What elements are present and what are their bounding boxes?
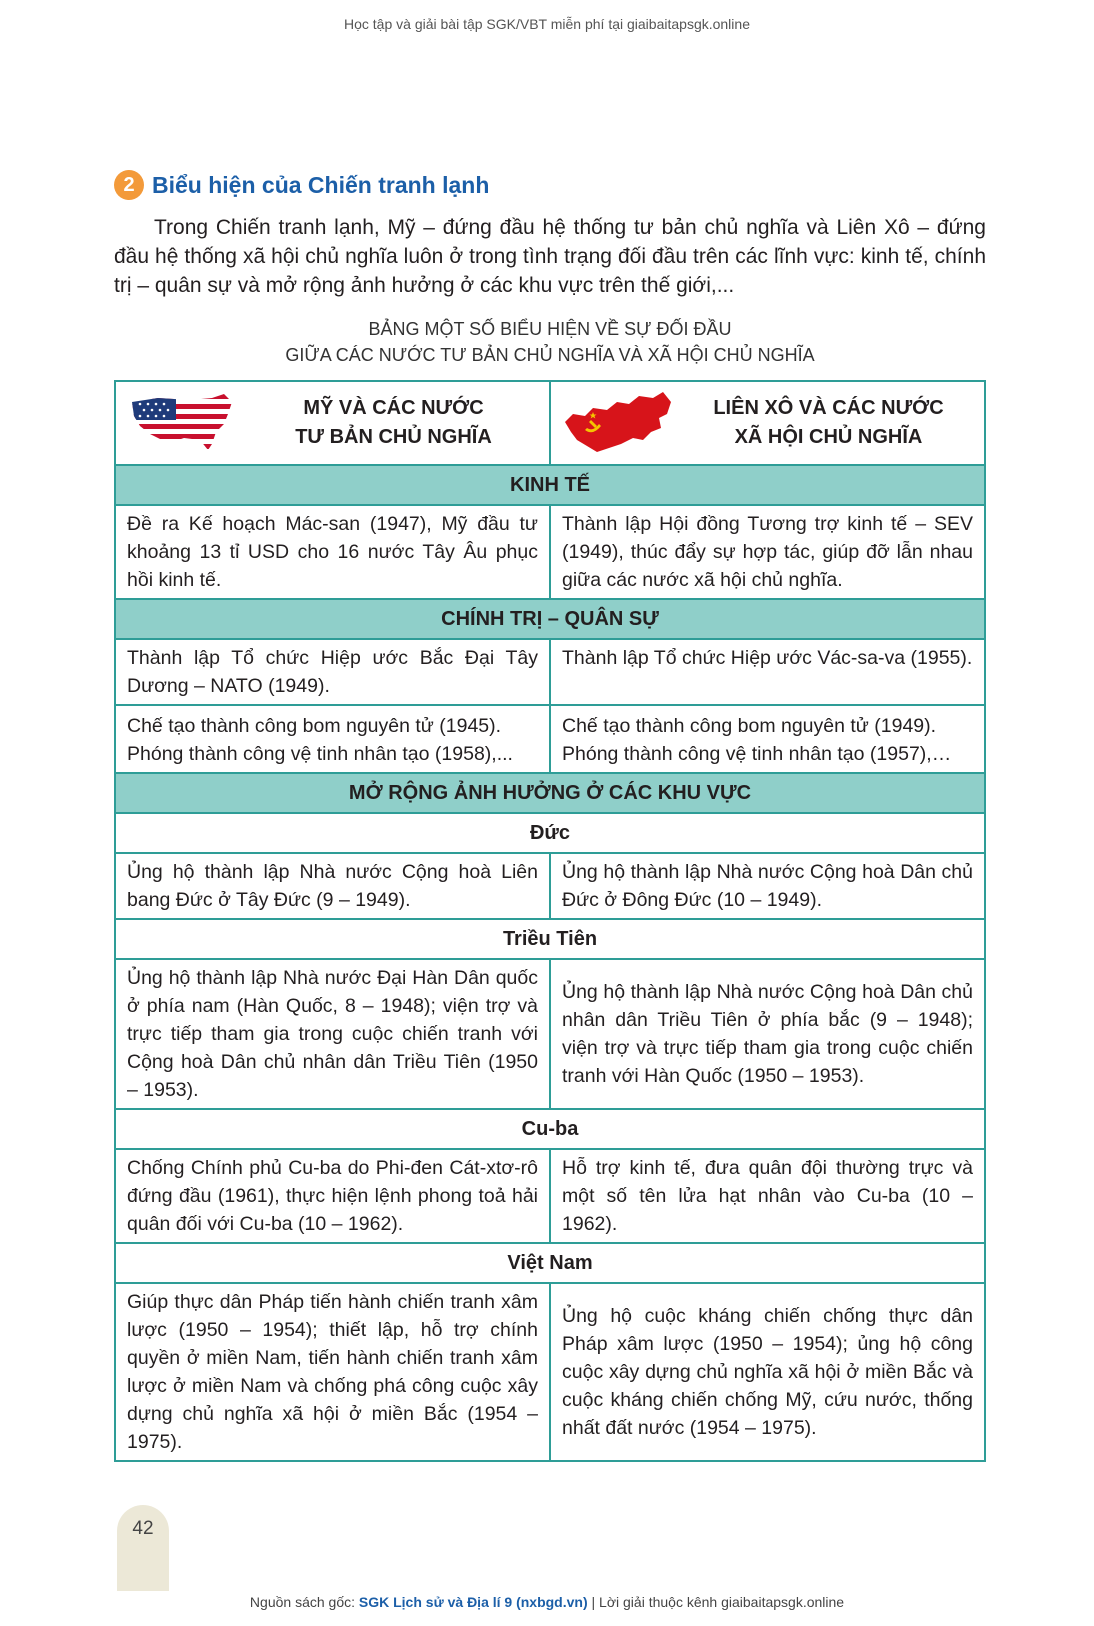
cuba-right: Hỗ trợ kinh tế, đưa quân đội thường trực và một số tên lửa hạt nhân vào Cu-ba (10 – 1962). xyxy=(550,1149,985,1243)
band-influence-label: MỞ RỘNG ẢNH HƯỞNG Ở CÁC KHU VỰC xyxy=(115,773,985,813)
section-number-badge: 2 xyxy=(114,170,144,200)
subhead-cuba xyxy=(115,1109,985,1149)
comparison-table xyxy=(114,380,986,1462)
section-title: Biểu hiện của Chiến tranh lạnh xyxy=(152,171,490,198)
table-row xyxy=(115,959,985,1109)
usa-flag-map-icon xyxy=(128,388,238,458)
footer-book-link[interactable]: SGK Lịch sử và Địa lí 9 (nxbgd.vn) xyxy=(358,1594,588,1610)
politics-row1-left: Thành lập Tổ chức Hiệp ước Bắc Đại Tây Dương – NATO (1949). xyxy=(115,639,550,705)
section-heading xyxy=(114,170,489,200)
subhead-vietnam-label: Việt Nam xyxy=(115,1243,985,1283)
header-ussr xyxy=(550,381,985,465)
subhead-vietnam xyxy=(115,1243,985,1283)
vietnam-right: Ủng hộ cuộc kháng chiến chống thực dân Pháp xâm lược (1950 – 1954); ủng hộ công cuộc xây dựng chủ nghĩa xã hội ở miền Bắc và cuộc kháng chiến chống Mỹ, cứu nước, thống nhất đất nước (1954 – 1975). xyxy=(550,1283,985,1461)
header-ussr-line2: XÃ HỘI CHỦ NGHĨA xyxy=(734,426,923,448)
band-economy-label: KINH TẾ xyxy=(115,465,985,505)
table-row xyxy=(115,1149,985,1243)
header-note: Học tập và giải bài tập SGK/VBT miễn phí tại giaibaitapsgk.online xyxy=(344,16,750,32)
subhead-cuba-label: Cu-ba xyxy=(115,1109,985,1149)
politics-row2-right-line2: Phóng thành công vệ tinh nhân tạo (1957),… xyxy=(562,743,952,765)
subhead-germany xyxy=(115,813,985,853)
header-usa xyxy=(115,381,550,465)
politics-row1-right: Thành lập Tổ chức Hiệp ước Vác-sa-va (1955). xyxy=(550,639,985,705)
ussr-flag-map-icon xyxy=(563,388,673,458)
header-usa-label xyxy=(238,394,549,452)
table-row xyxy=(115,705,985,773)
header-ussr-line1: LIÊN XÔ VÀ CÁC NƯỚC xyxy=(713,397,944,419)
table-row xyxy=(115,1283,985,1461)
table-row xyxy=(115,853,985,919)
germany-right: Ủng hộ thành lập Nhà nước Cộng hoà Dân chủ Đức ở Đông Đức (10 – 1949). xyxy=(550,853,985,919)
politics-row2-left-line2: Phóng thành công vệ tinh nhân tạo (1958),... xyxy=(127,743,513,765)
band-politics xyxy=(115,599,985,639)
footer-note xyxy=(0,1594,1094,1610)
intro-text: Trong Chiến tranh lạnh, Mỹ – đứng đầu hệ thống tư bản chủ nghĩa và Liên Xô – đứng đầu hệ thống xã hội chủ nghĩa luôn ở trong tình trạng đối đầu trên các lĩnh vực: kinh tế, chính trị – quân sự và mở rộng ảnh hưởng ở các khu vực trên thế giới,... xyxy=(114,216,986,297)
politics-row2-left-line1: Chế tạo thành công bom nguyên tử (1945). xyxy=(127,715,502,737)
band-influence xyxy=(115,773,985,813)
vietnam-left: Giúp thực dân Pháp tiến hành chiến tranh xâm lược (1950 – 1954); thiết lập, hỗ trợ chính quyền ở miền Nam, tiến hành chiến tranh xâm lược ở miền Nam và chống phá công cuộc xây dựng chủ nghĩa xã hội ở miền Bắc (1954 – 1975). xyxy=(115,1283,550,1461)
germany-left: Ủng hộ thành lập Nhà nước Cộng hoà Liên bang Đức ở Tây Đức (9 – 1949). xyxy=(115,853,550,919)
band-economy xyxy=(115,465,985,505)
korea-right: Ủng hộ thành lập Nhà nước Cộng hoà Dân chủ nhân dân Triều Tiên ở phía bắc (9 – 1948); viện trợ và trực tiếp tham gia trong cuộc chiến tranh với Hàn Quốc (1950 – 1953). xyxy=(550,959,985,1109)
header-usa-line2: TƯ BẢN CHỦ NGHĨA xyxy=(295,426,492,448)
cuba-left: Chống Chính phủ Cu-ba do Phi-đen Cát-xtơ-rô đứng đầu (1961), thực hiện lệnh phong toả hải quân đối với Cu-ba (10 – 1962). xyxy=(115,1149,550,1243)
header-usa-line1: MỸ VÀ CÁC NƯỚC xyxy=(303,397,484,419)
economy-right: Thành lập Hội đồng Tương trợ kinh tế – SEV (1949), thúc đẩy sự hợp tác, giúp đỡ lẫn nhau giữa các nước xã hội chủ nghĩa. xyxy=(550,505,985,599)
table-caption xyxy=(114,316,986,368)
subhead-korea xyxy=(115,919,985,959)
politics-row2-right xyxy=(550,705,985,773)
economy-left: Đề ra Kế hoạch Mác-san (1947), Mỹ đầu tư khoảng 13 tỉ USD cho 16 nước Tây Âu phục hồi kinh tế. xyxy=(115,505,550,599)
intro-paragraph xyxy=(114,213,986,300)
footer-prefix: Nguồn sách gốc: xyxy=(249,1594,359,1610)
table-row xyxy=(115,505,985,599)
politics-row2-right-line1: Chế tạo thành công bom nguyên tử (1949). xyxy=(562,715,937,737)
korea-left: Ủng hộ thành lập Nhà nước Đại Hàn Dân quốc ở phía nam (Hàn Quốc, 8 – 1948); viện trợ và trực tiếp tham gia trong cuộc chiến tranh với Cộng hoà Dân chủ nhân dân Triều Tiên (1950 – 1953). xyxy=(115,959,550,1109)
header-ussr-label xyxy=(673,394,984,452)
subhead-germany-label: Đức xyxy=(115,813,985,853)
politics-row2-left xyxy=(115,705,550,773)
subhead-korea-label: Triều Tiên xyxy=(115,919,985,959)
table-header-row xyxy=(115,381,985,465)
page-number: 42 xyxy=(132,1518,154,1539)
footer-suffix: | Lời giải thuộc kênh giaibaitapsgk.online xyxy=(587,1594,845,1610)
table-row xyxy=(115,639,985,705)
table-caption-line2: GIỮA CÁC NƯỚC TƯ BẢN CHỦ NGHĨA VÀ XÃ HỘI CHỦ NGHĨA xyxy=(285,345,815,365)
table-caption-line1: BẢNG MỘT SỐ BIỂU HIỆN VỀ SỰ ĐỐI ĐẦU xyxy=(368,319,732,339)
band-politics-label: CHÍNH TRỊ – QUÂN SỰ xyxy=(115,599,985,639)
